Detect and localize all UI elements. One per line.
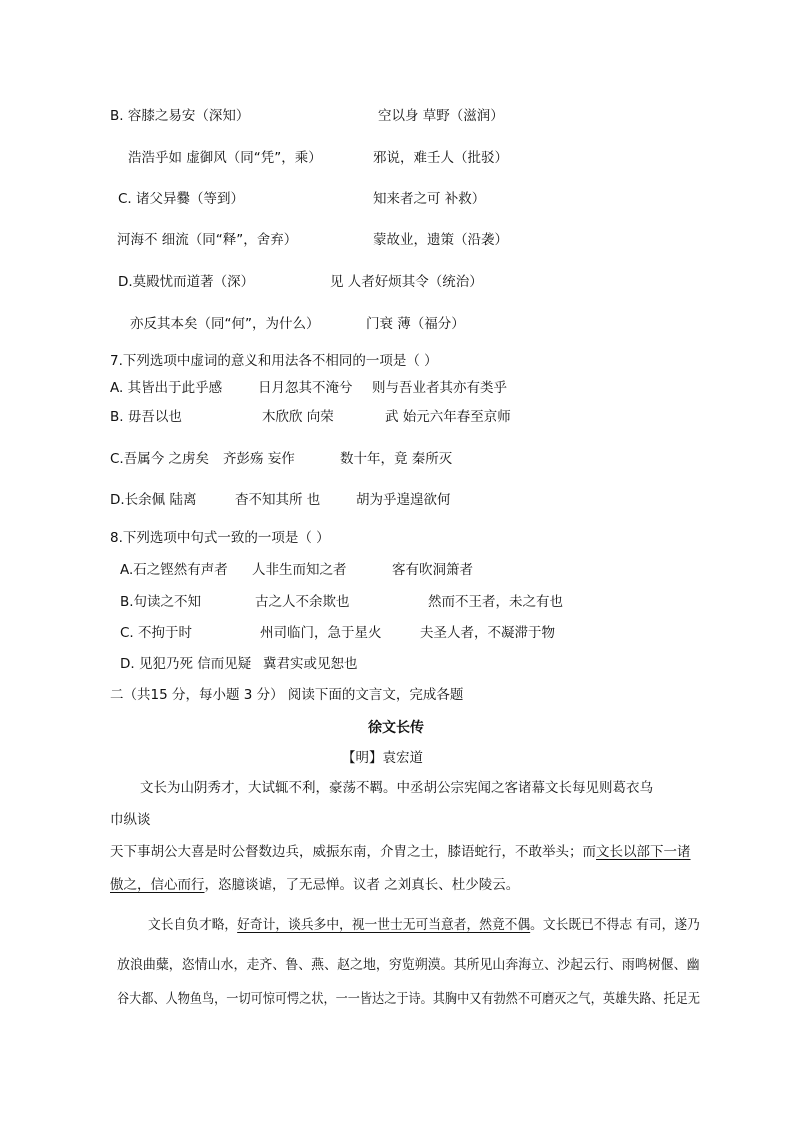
q7-option-d-2: 杳不知其所 也 — [235, 492, 321, 508]
paragraph-3-line-3: 谷大都、人物鱼鸟，一切可惊可愕之状，一一皆达之于诗。其胸中又有勃然不可磨灭之气，英雄失路、托足无 — [117, 991, 700, 1007]
q6-option-d-line1-left: D.莫殿忧而道著（深） — [118, 274, 255, 290]
q7-option-a-3: 则与吾业者其亦有类乎 — [372, 380, 507, 396]
q7-option-a-1: A. 其皆出于此乎感 — [110, 380, 223, 396]
paragraph-2-line-1 — [110, 842, 691, 862]
q7-option-d-3: 胡为乎遑遑欲何 — [356, 492, 451, 508]
q7-option-c-3: 数十年，竟 秦所灭 — [340, 451, 453, 467]
q7-option-c-1: C.吾属今 之虏矣 — [110, 451, 210, 467]
q7-option-a-2: 日月忽其不淹兮 — [258, 380, 353, 396]
q7-option-d-1: D.长余佩 陆离 — [110, 492, 197, 508]
paragraph-2-line-2-text: ，恣臆谈谑，了无忌惮。议者 之刘真长、杜少陵云。 — [204, 877, 520, 893]
q7-option-b-2: 木欣欣 向荣 — [262, 409, 334, 425]
paragraph-2-line-1-underlined: 文长以部下一诸 — [596, 844, 691, 860]
paragraph-3-line-1 — [148, 915, 700, 935]
q6-option-c-line1-right: 知来者之可 补救） — [373, 191, 486, 207]
paragraph-3-line-1-underlined: 好奇计，谈兵多中，视一世士无可当意者，然竟不偶 — [237, 917, 531, 933]
q8-option-b-1: B.句读之不知 — [120, 594, 202, 610]
paragraph-3-line-1-text-a: 文长自负才略， — [148, 917, 238, 933]
q6-option-d-line1-right: 见 人者好烦其令（统治） — [330, 274, 483, 290]
q8-option-c-2: 州司临门，急于星火 — [260, 625, 382, 641]
q6-option-c-line2-left: 河海不 细流（同“释”，舍弃） — [117, 232, 298, 248]
q6-option-b-line1-left: B. 容膝之易安（深知） — [110, 108, 250, 124]
paragraph-1-line-1: 文长为山阴秀才，大试辄不利，豪荡不羁。中丞胡公宗宪闻之客诸幕文长每见则葛衣乌 — [140, 780, 653, 796]
q8-option-a-2: 人非生而知之者 — [252, 562, 347, 578]
paragraph-1-line-2: 巾纵谈 — [110, 812, 151, 828]
q7-stem: 7.下列选项中虚词的意义和用法各不相同的一项是（ ） — [110, 353, 438, 369]
paragraph-3-line-2: 放浪曲糵，恣情山水，走齐、鲁、燕、赵之地，穷览朔漠。其所见山奔海立、沙起云行、雨鸣树偃、幽 — [117, 957, 700, 973]
section-heading: 二（共15 分，每小题 3 分） 阅读下面的文言文，完成各题 — [110, 687, 464, 703]
q6-option-b-line2-left: 浩浩乎如 虚御风（同“凭”，乘） — [128, 150, 322, 166]
q6-option-b-line1-right: 空以身 草野（滋润） — [378, 108, 504, 124]
paragraph-2-line-1-text: 天下事胡公大喜是时公督数边兵，威振东南，介胄之士，膝语蛇行，不敢举头；而 — [110, 844, 596, 860]
q8-option-c-1: C. 不拘于时 — [120, 625, 193, 641]
q6-option-c-line2-right: 蒙故业，遗策（沿袭） — [373, 232, 508, 248]
passage-author: 【明】袁宏道 — [342, 750, 423, 766]
q8-option-b-3: 然而不王者，未之有也 — [428, 594, 563, 610]
q6-option-c-line1-left: C. 诸父异爨（等到） — [118, 191, 245, 207]
q6-option-d-line2-right: 门衰 薄（福分） — [366, 316, 465, 332]
q6-option-b-line2-right: 邪说，难壬人（批驳） — [373, 150, 508, 166]
q8-option-b-2: 古之人不余欺也 — [255, 594, 350, 610]
paragraph-2-line-2 — [110, 875, 519, 895]
q8-option-a-3: 客有吹洞箫者 — [392, 562, 473, 578]
q7-option-c-2: 齐彭殇 妄作 — [223, 451, 295, 467]
q8-option-c-3: 夫圣人者，不凝滞于物 — [420, 625, 555, 641]
q8-stem: 8.下列选项中句式一致的一项是（ ） — [110, 530, 330, 546]
passage-title: 徐文长传 — [368, 720, 424, 736]
q8-option-d-2: 冀君实或见恕也 — [263, 656, 358, 672]
paragraph-2-line-2-underlined: 傲之，信心而行 — [110, 877, 205, 893]
q7-option-b-3: 武 始元六年春至京师 — [385, 409, 511, 425]
paragraph-3-line-1-text-b: 。文长既已不得志 有司，遂乃 — [530, 917, 700, 933]
q7-option-b-1: B. 毋吾以也 — [110, 409, 182, 425]
q8-option-a-1: A.石之铿然有声者 — [120, 562, 228, 578]
q6-option-d-line2-left: 亦反其本矣（同“何”，为什么） — [130, 316, 320, 332]
q8-option-d-1: D. 见犯乃死 信而见疑 — [120, 656, 252, 672]
